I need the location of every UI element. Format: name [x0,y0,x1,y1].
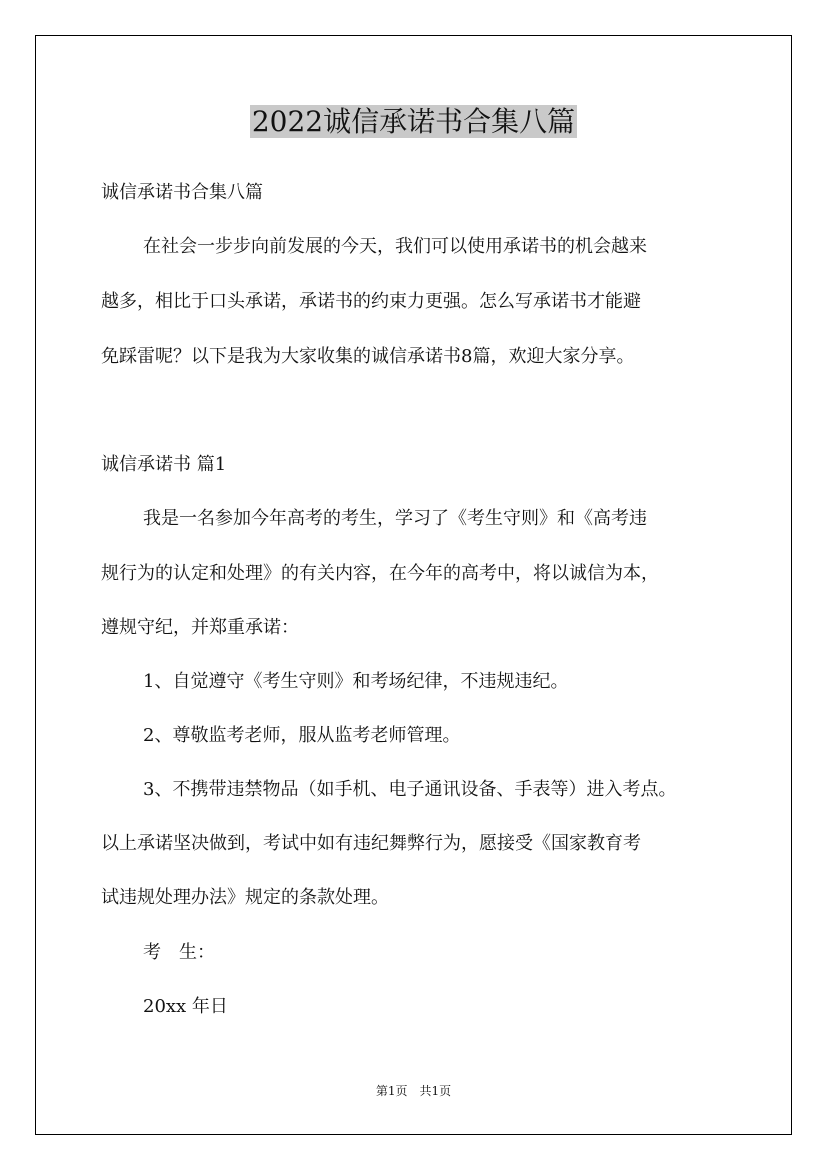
intro-line: 在社会一步步向前发展的今天，我们可以使用承诺书的机会越来 [143,236,647,257]
pledge-item-3: 3、不携带违禁物品（如手机、电子通讯设备、手表等）进入考点。 [143,779,677,800]
document-title [0,102,827,142]
paragraph-line: 以上承诺坚决做到，考试中如有违纪舞弊行为，愿接受《国家教育考 [101,833,641,854]
page-footer: 第1页 共1页 [375,1084,452,1098]
section-heading: 诚信承诺书 篇1 [101,454,227,475]
intro-line: 越多，相比于口头承诺，承诺书的约束力更强。怎么写承诺书才能避 [101,291,641,312]
date-line: 20xx 年日 [143,996,228,1017]
paragraph-line: 遵规守纪，并郑重承诺： [101,617,299,638]
paragraph-line: 规行为的认定和处理》的有关内容，在今年的高考中，将以诚信为本， [101,563,659,584]
document-title-text: 2022诚信承诺书合集八篇 [251,105,576,138]
paragraph-line: 试违规处理办法》规定的条款处理。 [101,887,389,908]
document-subtitle: 诚信承诺书合集八篇 [101,182,263,203]
pledge-item-1: 1、自觉遵守《考生守则》和考场纪律，不违规违纪。 [143,671,569,692]
pledge-item-2: 2、尊敬监考老师，服从监考老师管理。 [143,725,461,746]
intro-line: 免踩雷呢？以下是我为大家收集的诚信承诺书8篇，欢迎大家分享。 [101,346,635,367]
paragraph-line: 我是一名参加今年高考的考生，学习了《考生守则》和《高考违 [143,508,647,529]
signature-label: 考 生： [143,942,215,963]
